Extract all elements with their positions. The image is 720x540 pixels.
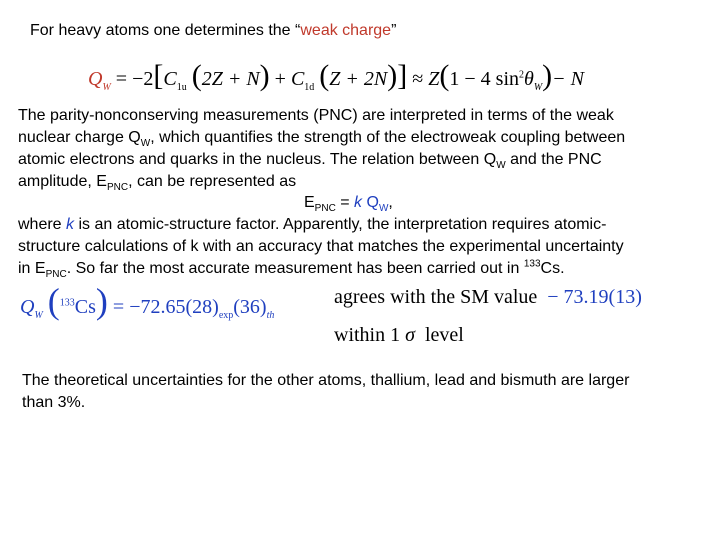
eq1-minus-n: − N xyxy=(552,68,585,90)
pnc-relation xyxy=(304,194,393,215)
eq2-cs: Cs xyxy=(74,296,96,318)
eq1-paren1-close: ) xyxy=(259,59,270,92)
paragraph-line-7: structure calculations of k with an accuracy that matches the experimental uncertainty xyxy=(18,238,624,255)
slide-title xyxy=(30,22,396,40)
eq1-c1d: C xyxy=(290,68,305,90)
cesium-weak-charge-equation xyxy=(20,280,274,322)
eq1-c1u: C xyxy=(163,68,177,90)
eq2-q-sub: W xyxy=(34,310,43,321)
eq1-term2: Z + 2N xyxy=(329,68,388,90)
eq2-value: = −72.65(28) xyxy=(112,296,219,318)
eq2-level: level xyxy=(425,324,464,346)
p2-sub: W xyxy=(140,138,151,150)
eq1-term1: 2Z + N xyxy=(201,68,260,90)
rel-eq: = xyxy=(335,194,355,211)
eq2-paren-close: ) xyxy=(95,281,108,321)
eq1-q-sub: W xyxy=(102,82,111,93)
eq1-z: Z xyxy=(428,68,440,90)
eq1-bracket-open: ( xyxy=(439,59,450,92)
eq2-iso-sup: 133 xyxy=(59,297,75,309)
eq1-plus: + xyxy=(274,68,286,90)
paragraph-line-6 xyxy=(18,216,606,234)
paragraph-line-8 xyxy=(18,258,565,281)
eq2-sigma: σ xyxy=(405,324,415,346)
rel-q: Q xyxy=(366,194,379,211)
title-close-quote: ” xyxy=(391,22,397,39)
sigma-level xyxy=(334,324,464,347)
rel-e: E xyxy=(304,194,315,211)
p8-a: in E xyxy=(18,260,46,277)
eq1-c1u-sub: 1u xyxy=(176,82,187,93)
p3-sub: W xyxy=(496,160,506,172)
eq1-q: Q xyxy=(88,68,103,90)
rel-qsub: W xyxy=(378,203,389,215)
eq2-agrees: agrees with the SM value xyxy=(334,286,538,308)
paragraph-line-1: The parity-nonconserving measurements (PNC) are interpreted in terms of the weak xyxy=(18,107,614,124)
eq1-approx: ≈ xyxy=(412,68,424,90)
eq2-exp-sub: exp xyxy=(218,310,234,321)
paragraph-line-3 xyxy=(18,151,602,172)
title-open-quote: “ xyxy=(295,22,301,39)
paragraph-line-2 xyxy=(18,129,626,150)
eq1-sin-sup: 2 xyxy=(519,69,524,81)
rel-k: k xyxy=(354,194,363,211)
p8-c: Cs. xyxy=(540,260,565,277)
weak-charge-equation: $Q_W = -2[C_{1u}$ $(2Z + N) + C_{1d}$ (Z + 2N)] ≈ Z(1 − 4 $\sin^2\theta_W)- N$ xyxy=(88,59,585,93)
eq2-th-sub: th xyxy=(266,310,275,321)
p6-b: is an atomic-structure factor. Apparently, the interpretation requires atomic- xyxy=(74,216,607,233)
eq2-within: within 1 xyxy=(334,324,401,346)
p2-b: , which quantifies the strength of the electroweak coupling between xyxy=(150,129,626,146)
p6-k: k xyxy=(66,216,75,233)
p4-sub: PNC xyxy=(106,182,129,194)
p8-sup: 133 xyxy=(523,258,541,270)
rel-sub: PNC xyxy=(314,203,336,215)
rel-end: , xyxy=(388,194,393,211)
eq1-paren2-open: ( xyxy=(319,59,330,92)
eq2-paren-open: ( xyxy=(47,281,60,321)
p8-b: . So far the most accurate measurement has been carried out in xyxy=(66,260,524,277)
eq2-sm-value: − 73.19(13) xyxy=(547,286,642,308)
eq2-th-val: (36) xyxy=(233,296,267,318)
paragraph-line-4 xyxy=(18,173,297,194)
p3-a: atomic electrons and quarks in the nucleus. The relation between Q xyxy=(18,151,497,168)
p2-a: nuclear charge Q xyxy=(18,129,141,146)
eq1-equals: = −2 xyxy=(115,68,154,90)
eq1-theta-sub: W xyxy=(533,82,543,93)
eq1-bracket-close: ) xyxy=(542,59,553,92)
title-text: For heavy atoms one determines the xyxy=(30,22,296,39)
eq1-one-minus: 1 − 4 sin xyxy=(449,68,519,90)
conclusion-line-1: The theoretical uncertainties for the other atoms, thallium, lead and bismuth are larger xyxy=(22,372,630,389)
p6-a: where xyxy=(18,216,67,233)
eq2-q: Q xyxy=(20,296,35,318)
eq1-c1d-sub: 1d xyxy=(304,82,315,93)
conclusion-line-2: than 3%. xyxy=(22,394,86,411)
eq1-theta: θ xyxy=(524,68,534,90)
p8-sub: PNC xyxy=(45,269,67,281)
p4-b: , can be represented as xyxy=(128,173,297,190)
p4-a: amplitude, E xyxy=(18,173,107,190)
eq1-paren1-open: ( xyxy=(191,59,202,92)
p3-b: and the PNC xyxy=(505,151,602,168)
sm-comparison xyxy=(334,286,642,309)
title-highlight: weak charge xyxy=(300,22,392,39)
eq1-paren2-close: ) xyxy=(387,59,398,92)
